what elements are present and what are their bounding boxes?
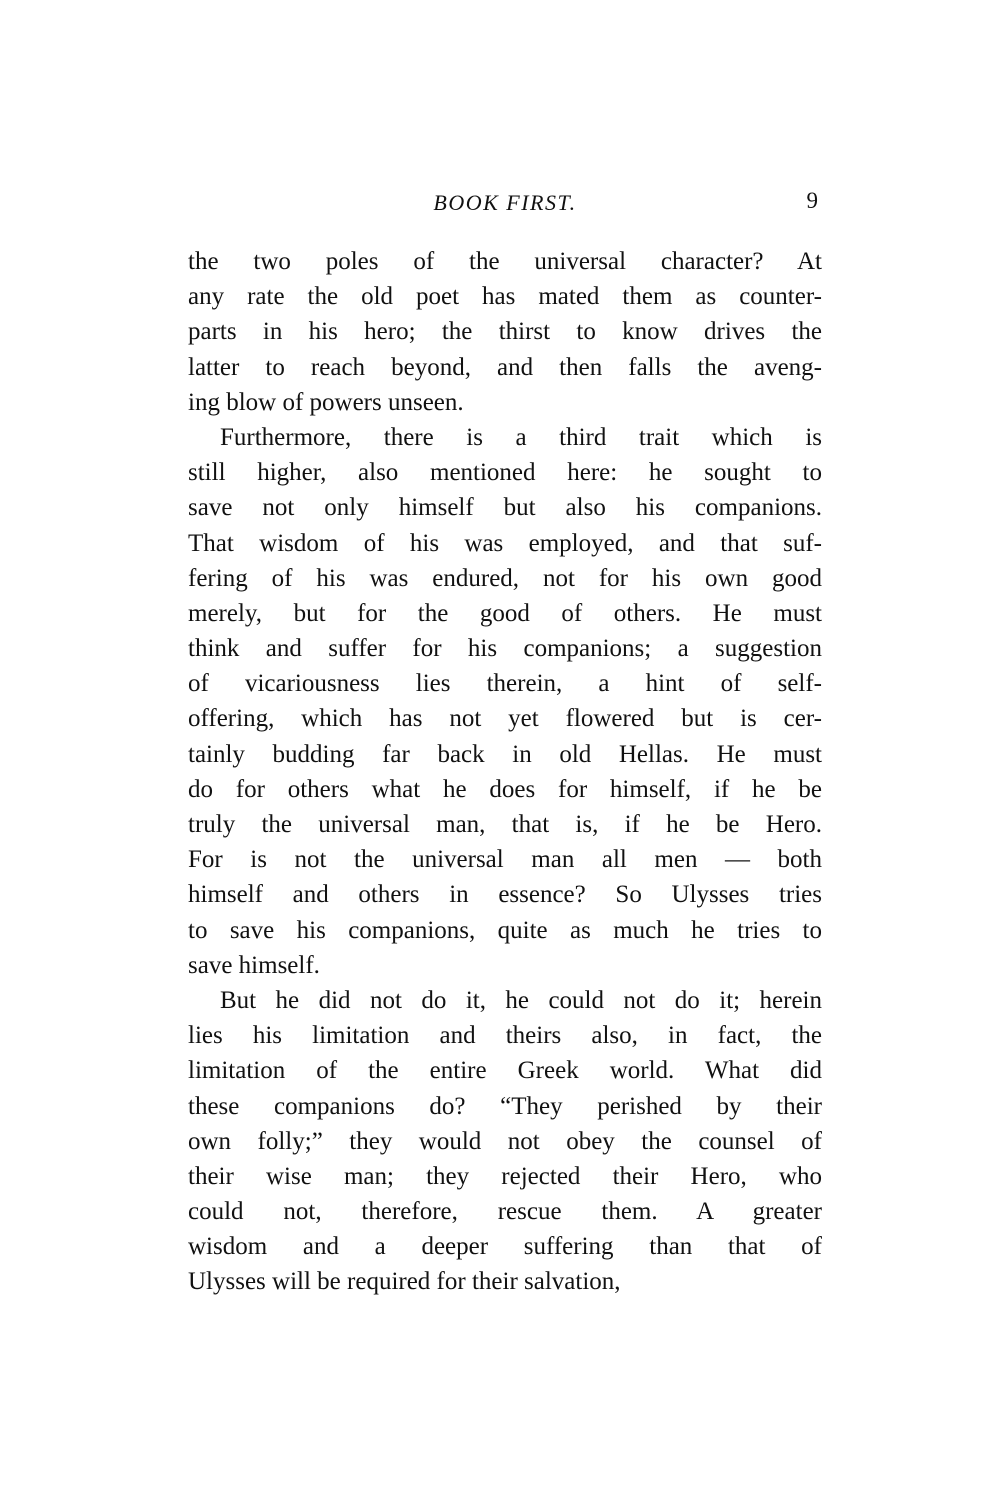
paragraph (188, 420, 822, 983)
text-line: own folly;” they would not obey the counsel of (188, 1127, 822, 1155)
paragraph (188, 983, 822, 1300)
text-line: That wisdom of his was employed, and that suf- (188, 529, 822, 557)
body-text (188, 244, 822, 1300)
paragraph (188, 244, 822, 420)
page-number: 9 (806, 188, 818, 213)
text-line: still higher, also mentioned here: he sought to (188, 459, 822, 487)
text-line: think and suffer for his companions; a suggestion (188, 635, 822, 663)
text-line: himself and others in essence? So Ulysses tries (188, 881, 822, 909)
text-line: to save his companions, quite as much he tries to (188, 916, 822, 944)
text-line: truly the universal man, that is, if he be Hero. (188, 811, 822, 838)
text-line: the two poles of the universal character? At (188, 248, 822, 275)
text-line: any rate the old poet has mated them as counter- (188, 283, 822, 311)
text-line: For is not the universal man all men — both (188, 846, 822, 874)
text-line: But he did not do it, he could not do it; herein (220, 986, 822, 1014)
text-line: do for others what he does for himself, if he be (188, 775, 822, 803)
running-head (188, 190, 822, 222)
text-line: save himself. (188, 951, 320, 979)
text-line: lies his limitation and theirs also, in fact, the (188, 1022, 822, 1050)
text-line: their wise man; they rejected their Hero, who (188, 1162, 822, 1190)
text-line: Furthermore, there is a third trait which is (220, 423, 822, 451)
text-line: limitation of the entire Greek world. What did (188, 1057, 822, 1085)
text-line: fering of his was endured, not for his own good (188, 564, 822, 592)
text-line: parts in his hero; the thirst to know drives the (188, 318, 822, 346)
running-head-title: BOOK FIRST. (433, 190, 577, 215)
text-line: ing blow of powers unseen. (188, 388, 464, 416)
text-line: could not, therefore, rescue them. A greater (188, 1198, 822, 1226)
text-line: save not only himself but also his companions. (188, 494, 822, 522)
text-line: latter to reach beyond, and then falls the aveng- (188, 353, 822, 381)
text-line: tainly budding far back in old Hellas. He must (188, 740, 822, 768)
text-line: Ulysses will be required for their salvation, (188, 1268, 621, 1296)
text-line: offering, which has not yet flowered but is cer- (188, 705, 822, 733)
text-line: of vicariousness lies therein, a hint of self- (188, 670, 822, 698)
text-line: merely, but for the good of others. He must (188, 599, 822, 627)
text-line: wisdom and a deeper suffering than that of (188, 1233, 822, 1261)
text-line: these companions do? “They perished by their (188, 1092, 822, 1120)
